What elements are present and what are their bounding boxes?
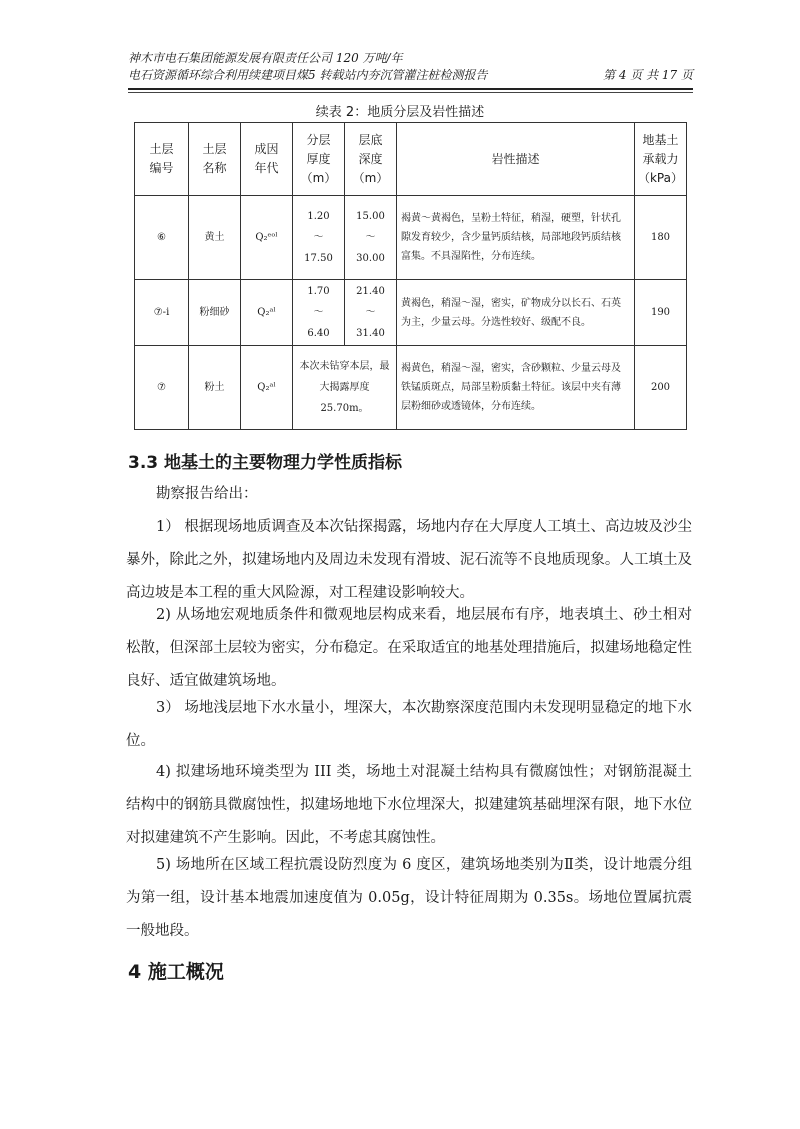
cell-layer-no: ⑥	[135, 196, 189, 280]
header-rule-thin	[128, 92, 693, 93]
header-description: 岩性描述	[397, 123, 635, 196]
cell-depth: 15.00 ～ 30.00	[345, 196, 397, 280]
geology-table	[134, 122, 687, 430]
section-4-title: 4 施工概况	[128, 961, 224, 983]
cell-thickness: 1.20 ～ 17.50	[293, 196, 345, 280]
paragraph-item-2: 2) 从场地宏观地质条件和微观地层构成来看，地层展布有序，地表填土、砂土相对松散，但深部土层较为密实，分布稳定。在采取适宜的地基处理措施后，拟建场地稳定性良好、适宜做建筑场地。	[126, 607, 692, 689]
header-company: 神木市电石集团能源发展有限责任公司 120 万吨/年	[128, 51, 403, 65]
header-page-info: 第 4 页 共 17 页	[603, 68, 693, 82]
cell-bearing: 180	[635, 196, 687, 280]
cell-description: 褐黄色，稍湿～湿，密实，含砂颗粒、少量云母及铁锰质斑点，局部呈粉质黏土特征。该层中夹有薄层粉细砂或透镜体，分布连续。	[397, 346, 635, 430]
cell-thickness: 1.70 ～ 6.40	[293, 280, 345, 346]
cell-description: 褐黄～黄褐色，呈粉土特征，稍湿，硬塑，针状孔隙发育较少，含少量钙质结核，局部地段钙质结核富集。不具湿陷性，分布连续。	[397, 196, 635, 280]
header-project	[128, 67, 693, 84]
cell-layer-name: 粉土	[189, 346, 241, 430]
cell-merged-note: 本次未钻穿本层，最大揭露厚度25.70m。	[293, 346, 397, 430]
cell-depth: 21.40 ～ 31.40	[345, 280, 397, 346]
cell-age: Q₂ᵃˡ	[241, 280, 293, 346]
cell-age: Q₂ᵉᵒˡ	[241, 196, 293, 280]
table-header-row	[135, 123, 687, 196]
header-layer-name: 土层 名称	[189, 123, 241, 196]
cell-layer-no: ⑦-i	[135, 280, 189, 346]
cell-bearing: 190	[635, 280, 687, 346]
table-caption: 续表 2：地质分层及岩性描述	[315, 105, 485, 120]
section-3-3-title: 3.3 地基土的主要物理力学性质指标	[128, 453, 403, 473]
section-3-3-intro: 勘察报告给出：	[156, 486, 258, 502]
cell-age: Q₂ᵃˡ	[241, 346, 293, 430]
header-thickness: 分层 厚度 （m）	[293, 123, 345, 196]
cell-layer-name: 粉细砂	[189, 280, 241, 346]
header-depth: 层底 深度 （m）	[345, 123, 397, 196]
cell-layer-name: 黄土	[189, 196, 241, 280]
table-row	[135, 280, 687, 346]
cell-layer-no: ⑦	[135, 346, 189, 430]
page-header	[128, 50, 693, 84]
paragraph-item-3: 3） 场地浅层地下水水量小，埋深大，本次勘察深度范围内未发现明显稳定的地下水位。	[126, 700, 692, 749]
cell-bearing: 200	[635, 346, 687, 430]
header-rule-thick	[128, 88, 693, 90]
header-layer-no: 土层 编号	[135, 123, 189, 196]
paragraph-item-5: 5) 场地所在区域工程抗震设防烈度为 6 度区，建筑场地类别为Ⅱ类，设计地震分组为第一组，设计基本地震加速度值为 0.05g，设计特征周期为 0.35s。场地位置属抗震一般地段。	[126, 857, 692, 939]
paragraph-item-4: 4) 拟建场地环境类型为 III 类，场地土对混凝土结构具有微腐蚀性；对钢筋混凝土结构中的钢筋具微腐蚀性，拟建场地地下水位埋深大，拟建建筑基础埋深有限，地下水位对拟建建筑不产生影响。因此，不考虑其腐蚀性。	[126, 764, 692, 846]
cell-description: 黄褐色，稍湿～湿，密实，矿物成分以长石、石英为主，少量云母。分选性较好、级配不良。	[397, 280, 635, 346]
header-bearing: 地基土 承载力 （kPa）	[635, 123, 687, 196]
paragraph-item-1: 1） 根据现场地质调查及本次钻探揭露，场地内存在大厚度人工填土、高边坡及沙尘暴外，除此之外，拟建场地内及周边未发现有滑坡、泥石流等不良地质现象。人工填土及高边坡是本工程的重大风险源，对工程建设影响较大。	[126, 519, 692, 601]
header-project-title: 电石资源循环综合利用续建项目煤5 转载站内夯沉管灌注桩检测报告	[128, 68, 488, 82]
header-age: 成因 年代	[241, 123, 293, 196]
table-row	[135, 196, 687, 280]
table-row	[135, 346, 687, 430]
